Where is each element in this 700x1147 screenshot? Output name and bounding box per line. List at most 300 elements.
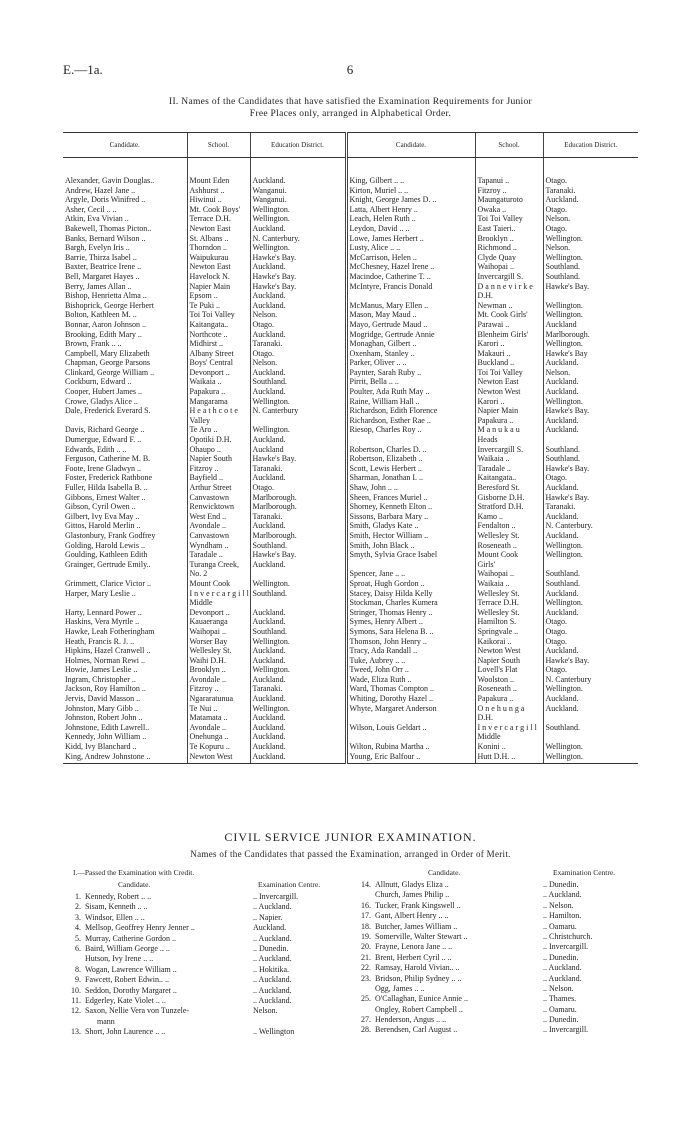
candidate-name: Riesop, Charles Roy ..: [346, 425, 475, 435]
merit-row: [63, 986, 343, 996]
school-name: Lovell's Flat: [475, 665, 543, 675]
merit-row: [353, 880, 633, 890]
school-name: Girls': [475, 560, 543, 570]
candidate-name: Smyth, Sylvia Grace Isabel: [346, 550, 475, 560]
table-row: [63, 521, 638, 531]
table-row: [63, 387, 638, 397]
education-district: Taranaki.: [250, 464, 346, 474]
table-row: [63, 349, 638, 359]
candidate-name: Bell, Margaret Hayes ..: [65, 271, 140, 281]
education-district: [543, 713, 638, 723]
table-row: [63, 675, 638, 685]
candidate-name: Harper, Mary Leslie ..: [65, 588, 136, 598]
school-name: Valley: [187, 416, 250, 426]
merit-row: [353, 911, 633, 921]
candidate-name: Grainger, Gertrude Emily..: [65, 559, 151, 569]
school-name: Papakura ..: [187, 387, 250, 397]
merit-centre: .. Invercargill.: [543, 1025, 589, 1035]
candidate-name: Robertson, Charles D. ..: [346, 445, 475, 455]
table-row: [63, 713, 638, 723]
education-district: Southland.: [543, 579, 638, 589]
merit-candidate: Windsor, Ellen .. ..: [85, 912, 145, 922]
candidate-name: Baxter, Beatrice Irene ..: [65, 262, 142, 272]
education-district: Auckland.: [543, 512, 638, 522]
school-name: No. 2: [187, 569, 250, 579]
school-name: Devonport ..: [187, 608, 250, 618]
education-district: Hawke's Bay.: [543, 282, 638, 292]
candidate-name: [346, 713, 475, 723]
school-name: St. Albans ..: [187, 234, 250, 244]
table-row: [63, 358, 638, 368]
education-district: Marlborough.: [250, 493, 346, 503]
school-name: Brooklyn ..: [187, 665, 250, 675]
candidate-name: Holmes, Norman Rewi ..: [65, 655, 145, 665]
candidate-name: Young, Eric Balfour ..: [346, 752, 475, 764]
education-district: N. Canterbury.: [250, 234, 346, 244]
merit-row: [353, 974, 633, 984]
merit-rank: 17.: [361, 911, 371, 921]
merit-centre: .. Nelson.: [543, 983, 574, 993]
merit-row: [353, 963, 633, 973]
school-name: Ashhurst ..: [187, 186, 250, 196]
merit-row: [353, 953, 633, 963]
education-district: Auckland.: [250, 713, 346, 723]
merit-centre: .. Auckland.: [253, 985, 292, 995]
table-row: [63, 425, 638, 435]
merit-row: [353, 890, 633, 900]
school-name: Papakura ..: [475, 416, 543, 426]
candidate-name: Tweed, John Orr ..: [346, 665, 475, 675]
candidate-name: Crowe, Gladys Alice ..: [65, 396, 138, 406]
merit-candidate: Fawcett, Robert Edwin.. ..: [85, 975, 169, 985]
merit-row: [63, 954, 343, 964]
education-district: Auckland.: [250, 723, 346, 733]
merit-centre: .. Thames.: [543, 994, 577, 1004]
merit-candidate: Wogan, Lawrence William ..: [85, 964, 177, 974]
education-district: Nelson.: [250, 310, 346, 320]
education-district: Auckland.: [250, 675, 346, 685]
candidate-name: Goulding, Kathleen Edith: [65, 550, 148, 560]
candidates-table: [63, 132, 638, 764]
candidate-name: McIntyre, Francis Donald: [346, 282, 475, 292]
table-row: [63, 406, 638, 416]
school-name: Arthur Street: [187, 483, 250, 493]
school-name: Toi Toi Valley: [475, 368, 543, 378]
education-district: Auckland.: [250, 368, 346, 378]
table-row: [63, 732, 638, 742]
merit-rank: 3.: [75, 912, 81, 922]
education-district: Taranaki.: [543, 186, 638, 196]
table-row: [63, 224, 638, 234]
merit-candidate: Brent, Herbert Cyril .. ..: [375, 952, 452, 962]
candidate-name: Alexander, Gavin Douglas..: [65, 176, 155, 185]
education-district: Wellington.: [543, 742, 638, 752]
candidate-name: Bishoprick, George Herbert: [65, 300, 154, 310]
candidate-name: Thomson, John Henry ..: [346, 637, 475, 647]
merit-row: [63, 1017, 343, 1027]
table-row: [63, 627, 638, 637]
merit-section-label: I.—Passed the Examination with Credit.: [73, 868, 195, 877]
table-row: [63, 694, 638, 704]
candidate-name: Foster, Frederick Rathbone: [65, 473, 152, 483]
merit-rank: 9.: [75, 975, 81, 985]
table-row: [63, 243, 638, 253]
school-name: Waihopai ..: [187, 627, 250, 637]
school-name: East Taieri..: [475, 224, 543, 234]
education-district: Southland.: [543, 723, 638, 733]
school-name: Springvale ..: [475, 627, 543, 637]
merit-candidate: Butcher, James William ..: [375, 921, 458, 931]
candidate-name: King, Andrew Johnstone ..: [63, 752, 187, 764]
candidate-name: Monaghan, Gilbert ..: [346, 339, 475, 349]
education-district: Southland.: [250, 589, 346, 599]
candidate-name: Brooking, Edith Mary ..: [65, 329, 142, 339]
education-district: Southland.: [543, 445, 638, 455]
candidate-name: Atkin, Eva Vivian ..: [65, 214, 129, 224]
school-name: Fitzroy ..: [187, 684, 250, 694]
school-name: Opotiki D.H.: [187, 435, 250, 445]
education-district: [250, 598, 346, 608]
merit-row: [353, 994, 633, 1004]
school-name: Canvastown: [187, 493, 250, 503]
education-district: Auckland.: [543, 483, 638, 493]
school-name: D a n n e v i r k e: [475, 282, 543, 292]
education-district: Wellington.: [250, 214, 346, 224]
education-district: Marlborough.: [543, 330, 638, 340]
education-district: Auckland.: [543, 646, 638, 656]
candidate-name: [63, 569, 187, 579]
merit-row: [353, 984, 633, 994]
candidate-name: Dumergue, Edward F. ..: [65, 435, 142, 445]
merit-candidate: Frayne, Lenora Jane .. ..: [375, 942, 453, 952]
candidate-name: Sissons, Barbara Mary ..: [346, 512, 475, 522]
candidate-name: Raine, William Hall ..: [346, 397, 475, 407]
school-name: Epsom ..: [187, 291, 250, 301]
education-district: Hawke's Bay.: [250, 282, 346, 292]
education-district: Wellington.: [250, 579, 346, 589]
school-name: Te Aro ..: [187, 425, 250, 435]
school-name: Waipukurau: [187, 253, 250, 263]
merit-rank: 25.: [361, 994, 371, 1004]
merit-centre: .. Invercargill.: [253, 892, 299, 901]
school-name: Te Kopuru ..: [187, 742, 250, 752]
table-row: [63, 704, 638, 714]
candidate-name: Grimmett, Clarice Victor ..: [65, 578, 152, 588]
school-name: Hamilton S.: [475, 617, 543, 627]
merit-row: [353, 1025, 633, 1035]
school-name: Waikaia ..: [475, 579, 543, 589]
candidate-name: Tuke, Aubrey .. ..: [346, 656, 475, 666]
civil-title: CIVIL SERVICE JUNIOR EXAMINATION.: [224, 830, 477, 844]
school-name: Mangarama: [187, 397, 250, 407]
merit-rank: 12.: [71, 1006, 81, 1016]
table-row: [63, 253, 638, 263]
merit-row: [63, 944, 343, 954]
merit-rank: 6.: [75, 943, 81, 953]
table-row: [63, 656, 638, 666]
education-district: Wellington.: [250, 205, 346, 215]
school-name: Napier Main: [475, 406, 543, 416]
education-district: [543, 732, 638, 742]
merit-rank: 11.: [71, 995, 81, 1005]
education-district: Wellington.: [250, 397, 346, 407]
merit-row: [63, 996, 343, 1006]
merit-rank: 18.: [361, 921, 371, 931]
education-district: Auckland.: [543, 704, 638, 714]
education-district: Hawke's Bay: [543, 349, 638, 359]
merit-centre: .. Auckland.: [543, 890, 582, 900]
candidate-name: Stacey, Daisy Hilda Kelly: [346, 589, 475, 599]
education-district: Auckland.: [250, 262, 346, 272]
school-name: Makauri ..: [475, 349, 543, 359]
merit-candidate: Berendsen, Carl August ..: [375, 1025, 458, 1035]
school-name: Te Puki ..: [187, 301, 250, 311]
candidate-name: Gibson, Cyril Owen ..: [65, 502, 136, 512]
education-district: Otago.: [250, 483, 346, 493]
education-district: Otago.: [250, 349, 346, 359]
school-name: Roseneath ..: [475, 541, 543, 551]
school-name: Wellesley St.: [475, 531, 543, 541]
education-district: Auckland.: [543, 358, 638, 368]
school-name: Avondale ..: [187, 723, 250, 733]
education-district: Southland.: [543, 454, 638, 464]
civil-subtitle: Names of the Candidates that passed the Examination, arranged in Order of Merit.: [190, 849, 511, 859]
education-district: Auckland.: [250, 752, 346, 764]
education-district: Nelson.: [543, 214, 638, 224]
school-name: Napier South: [475, 656, 543, 666]
merit-centre: .. Auckland.: [253, 902, 292, 912]
education-district: Auckland.: [250, 608, 346, 618]
school-name: Kauaeranga: [187, 617, 250, 627]
table-row: [63, 272, 638, 282]
school-name: Hiwinui ..: [187, 195, 250, 205]
table-row: [63, 473, 638, 483]
school-name: Richmond ..: [475, 243, 543, 253]
education-district: Wellington.: [543, 541, 638, 551]
candidate-name: Golding, Harold Lewis ..: [65, 540, 145, 550]
merit-rank: 13.: [71, 1027, 81, 1037]
school-name: M a n u k a u: [475, 425, 543, 435]
col-candidate: Candidate.: [63, 133, 187, 158]
table-row: [63, 158, 638, 186]
merit-centre: .. Dunedin.: [543, 952, 579, 962]
table-row: [63, 617, 638, 627]
candidate-name: Gibbons, Ernest Walter ..: [65, 492, 146, 502]
school-name: Worser Bay: [187, 637, 250, 647]
candidate-name: McCarrison, Helen ..: [346, 253, 475, 263]
school-name: Karori ..: [475, 397, 543, 407]
school-name: Hutt D.H. ..: [475, 752, 543, 764]
table-row: [63, 531, 638, 541]
education-district: Auckland.: [543, 531, 638, 541]
merit-candidate: Henderson, Angus .. ..: [375, 1015, 447, 1025]
candidate-name: Parker, Oliver .. ..: [346, 358, 475, 368]
education-district: Otago.: [543, 473, 638, 483]
education-district: [543, 435, 638, 445]
education-district: N. Canterbury.: [543, 521, 638, 531]
education-district: Auckland.: [250, 158, 346, 186]
candidate-name: Berry, James Allan ..: [65, 281, 132, 291]
education-district: Wellington.: [543, 310, 638, 320]
school-name: Waihi D.H.: [187, 656, 250, 666]
education-district: Auckland.: [250, 560, 346, 570]
merit-row: [63, 913, 343, 923]
education-district: Otago.: [250, 320, 346, 330]
education-district: Wellington.: [543, 598, 638, 608]
school-name: Wellesley St.: [475, 589, 543, 599]
page-number: 6: [346, 62, 354, 77]
candidate-name: Hipkins, Hazel Cranwell ..: [65, 646, 151, 656]
candidate-name: Kidd, Ivy Blanchard ..: [65, 742, 137, 752]
merit-rank: 21.: [361, 952, 371, 962]
table-row: [63, 205, 638, 215]
merit-candidate: Baird, William George .. ..: [85, 943, 170, 953]
table-row: [63, 186, 638, 196]
school-name: Mount Eden: [187, 158, 250, 186]
candidate-name: Chapman, George Parsons: [65, 358, 150, 368]
school-name: Fitzroy ..: [187, 464, 250, 474]
merit-rank: 10.: [71, 985, 81, 995]
merit-centre: Nelson.: [253, 1006, 278, 1016]
merit-candidate: Church, James Philip ..: [375, 890, 450, 900]
education-district: Auckland.: [543, 425, 638, 435]
education-district: Hawke's Bay.: [250, 272, 346, 282]
school-name: Devonport ..: [187, 368, 250, 378]
candidate-name: Davis, Richard George ..: [65, 425, 145, 435]
candidate-name: [346, 560, 475, 570]
candidate-name: Stringer, Thomas Henry ..: [346, 608, 475, 618]
candidate-name: Ingram, Christopher ..: [65, 674, 136, 684]
school-name: Renwicktown: [187, 502, 250, 512]
candidate-name: Bakewell, Thomas Picton..: [65, 223, 152, 233]
merit-centre: .. Christchurch.: [543, 931, 593, 941]
education-district: Auckland.: [543, 416, 638, 426]
merit-rank: 1.: [75, 892, 81, 901]
candidate-name: Lusty, Alice .. ..: [346, 243, 475, 253]
candidate-name: Gilbert, Ivy Eva May ..: [65, 511, 140, 521]
merit-row: [63, 934, 343, 944]
candidate-name: Sproat, Hugh Gordon ..: [346, 579, 475, 589]
school-name: Middle: [187, 598, 250, 608]
candidate-name: Wilton, Rubina Martha ..: [346, 742, 475, 752]
education-district: Wellington.: [250, 243, 346, 253]
candidate-name: Shorney, Kenneth Elton ..: [346, 502, 475, 512]
education-district: Auckland.: [250, 694, 346, 704]
candidate-name: Knight, George James D. ..: [346, 195, 475, 205]
education-district: Hawke's Bay.: [543, 493, 638, 503]
school-name: Thorndon ..: [187, 243, 250, 253]
candidate-name: [63, 598, 187, 608]
candidate-name: Spencer, Jane .. ..: [346, 569, 475, 579]
col-school: School.: [187, 133, 250, 158]
merit-row: [353, 1005, 633, 1015]
candidate-name: Bishop, Henrietta Alma ..: [65, 291, 147, 301]
education-district: Taranaki.: [250, 684, 346, 694]
education-district: Wellington.: [543, 684, 638, 694]
merit-candidate: Ramsay, Harold Vivian.. ..: [375, 963, 460, 973]
school-name: Bayfield ..: [187, 473, 250, 483]
merit-centre: Auckland.: [253, 923, 287, 933]
table-row: [63, 454, 638, 464]
merit-candidate: Kennedy, Robert .. ..: [85, 892, 152, 901]
table-row: [63, 608, 638, 618]
candidate-name: Leydon, David .. ..: [346, 224, 475, 234]
merit-row: [63, 892, 343, 902]
school-name: H e a t h c o t e: [187, 406, 250, 416]
merit-centre: .. Auckland.: [253, 954, 292, 964]
page-header: [63, 62, 637, 82]
merit-candidate: Gant, Albert Henry .. ..: [375, 911, 449, 921]
candidate-name: Smith, Hector William ..: [346, 531, 475, 541]
education-district: Taranaki.: [543, 502, 638, 512]
school-name: Napier Main: [187, 282, 250, 292]
merit-candidate: O'Callaghan, Eunice Annie ..: [375, 994, 468, 1004]
merit-rank: 20.: [361, 942, 371, 952]
education-district: Auckland.: [250, 435, 346, 445]
education-district: Southland.: [543, 272, 638, 282]
merit-col-centre-right: Examination Centre.: [553, 868, 616, 877]
candidate-name: Pirrit, Bella .. ..: [346, 377, 475, 387]
candidate-name: Dale, Frederick Everard S.: [65, 406, 151, 416]
school-name: Papakura ..: [475, 694, 543, 704]
merit-rank: 5.: [75, 933, 81, 943]
candidate-name: Johnston, Robert John ..: [65, 713, 143, 723]
merit-candidate: Saxon, Nellie Vera von Tunzele-: [85, 1006, 190, 1016]
education-district: Otago.: [543, 205, 638, 215]
candidate-name: Kennedy, John William ..: [65, 732, 147, 742]
education-district: Nelson.: [543, 368, 638, 378]
school-name: Newton West: [475, 646, 543, 656]
school-name: Onehunga ..: [187, 732, 250, 742]
candidate-name: Jervis, David Masson ..: [65, 694, 141, 704]
school-name: Mt. Cook Boys': [187, 205, 250, 215]
merit-candidate: Murray, Catherine Gordon ..: [85, 933, 177, 943]
table-row: [63, 291, 638, 301]
table-row: [63, 330, 638, 340]
school-name: Newton East: [475, 377, 543, 387]
school-name: Waikaia ..: [187, 377, 250, 387]
education-district: Southland.: [250, 377, 346, 387]
candidate-name: Edwards, Edith .. ..: [65, 444, 127, 454]
school-name: Ngararatunua: [187, 694, 250, 704]
merit-candidate: Hutson, Ivy Irene .. ..: [85, 954, 154, 964]
table-body: [63, 158, 638, 764]
candidate-name: Leach, Helen Ruth ..: [346, 214, 475, 224]
school-name: Te Nui ..: [187, 704, 250, 714]
merit-centre: .. Dunedin.: [253, 943, 289, 953]
table-row: [63, 589, 638, 599]
merit-right-column: [353, 868, 633, 1036]
education-district: Hawke's Bay.: [543, 656, 638, 666]
education-district: Auckland.: [543, 694, 638, 704]
candidate-name: Whiting, Dorothy Hazel ..: [346, 694, 475, 704]
school-name: Heads: [475, 435, 543, 445]
school-name: Fitzroy ..: [475, 186, 543, 196]
table-row: [63, 301, 638, 311]
candidate-name: Scott, Lewis Herbert ..: [346, 464, 475, 474]
education-district: Wanganui.: [250, 195, 346, 205]
school-name: Konini ..: [475, 742, 543, 752]
candidate-name: Johnstone, Edith Lawrell..: [65, 722, 150, 732]
education-district: [250, 569, 346, 579]
candidate-name: Smith, Gladys Kate ..: [346, 521, 475, 531]
school-name: Roseneath ..: [475, 684, 543, 694]
education-district: Wellington.: [250, 665, 346, 675]
school-name: Waihopai ..: [475, 262, 543, 272]
candidate-name: Mason, May Maud ..: [346, 310, 475, 320]
table-row: [63, 665, 638, 675]
table-row: [63, 416, 638, 426]
